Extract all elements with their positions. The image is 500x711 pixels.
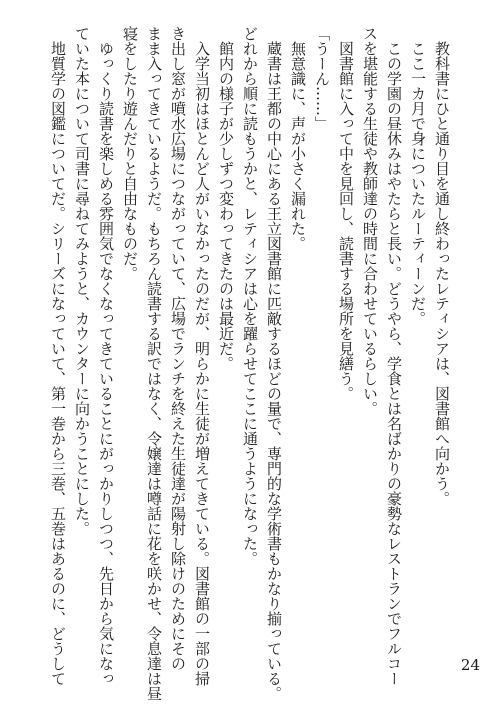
text-line: スを堪能する生徒や教師達の時間に合わせているらしい。	[361, 26, 379, 416]
text-line: 寝をしたり遊んだりと自由なものだ。	[121, 26, 139, 281]
text-line: ここ一カ月で身についたルーティーンだ。	[409, 41, 427, 326]
text-line: ゆっくり読書を楽しめる雰囲気でなくなってきていることにがっかりしつつ、先日から気になっ	[97, 41, 115, 686]
text-line: まま入ってきているようだ。もちろん読書する訳ではなく、令嬢達は噂話に花を咲かせ、令息達は昼	[145, 26, 163, 701]
text-line: 「うーん……」	[313, 26, 331, 131]
vertical-text-body	[49, 26, 454, 701]
text-line: 入学当初はほとんど人がいなかったのだが、明らかに生徒が増えてきている。図書館の一部の掃	[193, 41, 211, 686]
text-line: 蔵書は王都の中心にある王立図書館に匹敵するほどの量で、専門的な学術書もかなり揃っている。	[265, 41, 283, 701]
text-line: き出し窓が噴水広場につながっていて、広場でランチを終えた生徒達が陽射し除けのためにその	[169, 26, 187, 671]
text-line: 教科書にひと通り目を通し終わったレティシアは、図書館へ向かう。	[433, 41, 451, 506]
text-line: 館内の様子が少しずつ変わってきたのは最近だ。	[217, 41, 235, 371]
text-line: 無意識に、声が小さく漏れた。	[289, 41, 307, 251]
text-line: 地質学の図鑑についてだ。シリーズになっていて、第一巻から三巻、五巻はあるのに、どうして	[49, 41, 67, 686]
page-number: 24	[460, 656, 480, 674]
text-line: ていた本について司書に尋ねてみようと、カウンターに向かうことにした。	[73, 26, 91, 536]
text-line: 図書館に入って中を見回し、読書する場所を見繕う。	[337, 41, 355, 401]
text-line: どれから順に読もうかと、レティシアは心を躍らせてここに通うようになった。	[241, 26, 259, 566]
text-line: この学園の昼休みはやたらと長い。どうやら、学食とは名ばかりの豪勢なレストランでフルコー	[385, 41, 403, 686]
